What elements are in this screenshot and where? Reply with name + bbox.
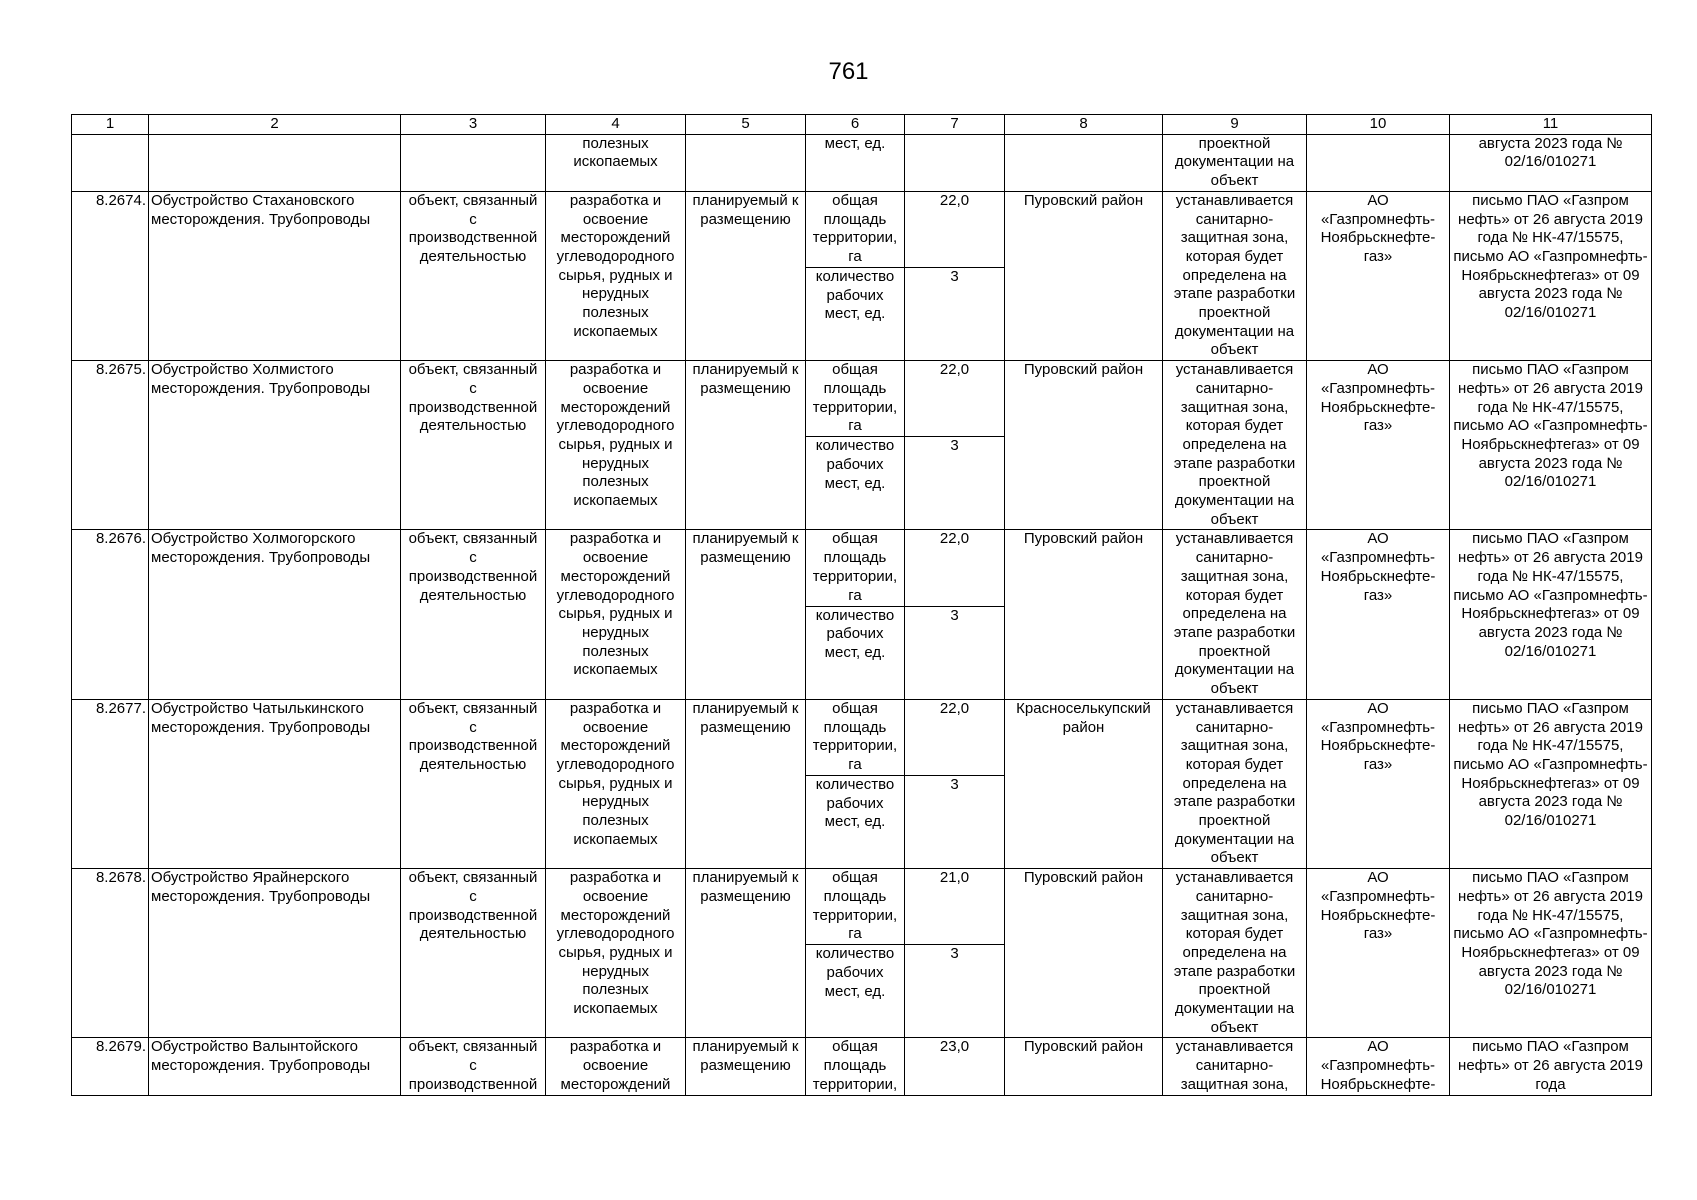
cell-param-value: 23,0 [905, 1038, 1005, 1095]
cell-location: Красноселькупский район [1005, 699, 1163, 868]
column-number-row [72, 115, 1652, 135]
cell-name: Обустройство Валынтойского месторождения. Трубопроводы [149, 1038, 401, 1095]
cell-param-value: 3 [905, 606, 1005, 699]
column-number: 9 [1163, 115, 1307, 135]
cell-source: письмо ПАО «Газпром нефть» от 26 августа 2019 года № НК-47/15575, письмо АО «Газпромнефть-Ноябрьскнефтегаз» от 09 августа 2023 года № 02/16/010271 [1450, 530, 1652, 699]
cell-name: Обустройство Холмистого месторождения. Трубопроводы [149, 361, 401, 530]
cell-purpose: разработка и освоение месторождений [546, 1038, 686, 1095]
cell-zone: устанавливается санитарно-защитная зона, которая будет определена на этапе разработки проектной документации на объект [1163, 191, 1307, 360]
column-number: 2 [149, 115, 401, 135]
cell-purpose: полезных ископаемых [546, 134, 686, 191]
cell-empty [401, 134, 546, 191]
continuation-row [72, 134, 1652, 191]
cell-status: планируемый к размещению [686, 361, 806, 530]
cell-zone: устанавливается санитарно-защитная зона, которая будет определена на этапе разработки проектной документации на объект [1163, 699, 1307, 868]
cell-owner: АО «Газпромнефть-Ноябрьскнефте-газ» [1307, 191, 1450, 360]
cell-param-label: мест, ед. [806, 134, 905, 191]
cell-location: Пуровский район [1005, 191, 1163, 360]
table-row [72, 869, 1652, 945]
cell-owner: АО «Газпромнефть-Ноябрьскнефте-газ» [1307, 530, 1450, 699]
cell-empty [1307, 134, 1450, 191]
cell-empty [905, 134, 1005, 191]
table-row [72, 361, 1652, 437]
cell-owner: АО «Газпромнефть-Ноябрьскнефте-газ» [1307, 869, 1450, 1038]
cell-zone: проектной документации на объект [1163, 134, 1307, 191]
table-row [72, 699, 1652, 775]
column-number: 11 [1450, 115, 1652, 135]
cell-empty [686, 134, 806, 191]
cell-empty [72, 134, 149, 191]
cell-zone: устанавливается санитарно-защитная зона, которая будет определена на этапе разработки проектной документации на объект [1163, 530, 1307, 699]
column-number: 10 [1307, 115, 1450, 135]
table-row [72, 530, 1652, 606]
cell-type: объект, связанный с производственной деятельностью [401, 361, 546, 530]
cell-purpose: разработка и освоение месторождений углеводородного сырья, рудных и нерудных полезных ископаемых [546, 869, 686, 1038]
column-number: 6 [806, 115, 905, 135]
cell-name: Обустройство Холмогорского месторождения. Трубопроводы [149, 530, 401, 699]
cell-owner: АО «Газпромнефть-Ноябрьскнефте-газ» [1307, 699, 1450, 868]
cell-empty [149, 134, 401, 191]
cell-status: планируемый к размещению [686, 869, 806, 1038]
cell-status: планируемый к размещению [686, 699, 806, 868]
cell-source: письмо ПАО «Газпром нефть» от 26 августа 2019 года № НК-47/15575, письмо АО «Газпромнефть-Ноябрьскнефтегаз» от 09 августа 2023 года № 02/16/010271 [1450, 361, 1652, 530]
cell-type: объект, связанный с производственной [401, 1038, 546, 1095]
table-row [72, 191, 1652, 267]
cell-purpose: разработка и освоение месторождений углеводородного сырья, рудных и нерудных полезных ископаемых [546, 361, 686, 530]
cell-name: Обустройство Ярайнерского месторождения. Трубопроводы [149, 869, 401, 1038]
cell-param-label: общая площадь территории, га [806, 191, 905, 267]
cell-source: письмо ПАО «Газпром нефть» от 26 августа 2019 года № НК-47/15575, письмо АО «Газпромнефть-Ноябрьскнефтегаз» от 09 августа 2023 года № 02/16/010271 [1450, 869, 1652, 1038]
cell-param-value: 21,0 [905, 869, 1005, 945]
registry-table [71, 114, 1652, 1096]
cell-param-value: 3 [905, 945, 1005, 1038]
cell-source: письмо ПАО «Газпром нефть» от 26 августа 2019 года № НК-47/15575, письмо АО «Газпромнефть-Ноябрьскнефтегаз» от 09 августа 2023 года № 02/16/010271 [1450, 191, 1652, 360]
cell-name: Обустройство Стахановского месторождения. Трубопроводы [149, 191, 401, 360]
cell-param-value: 22,0 [905, 699, 1005, 775]
table-row [72, 1038, 1652, 1095]
column-number: 1 [72, 115, 149, 135]
cell-type: объект, связанный с производственной деятельностью [401, 869, 546, 1038]
registry-table-last-row [72, 1038, 1652, 1095]
cell-status: планируемый к размещению [686, 1038, 806, 1095]
cell-location: Пуровский район [1005, 869, 1163, 1038]
cell-param-label: общая площадь территории, га [806, 869, 905, 945]
cell-param-label: общая площадь территории, [806, 1038, 905, 1095]
cell-name: Обустройство Чатылькинского месторождения. Трубопроводы [149, 699, 401, 868]
cell-location: Пуровский район [1005, 361, 1163, 530]
cell-status: планируемый к размещению [686, 191, 806, 360]
cell-param-label: общая площадь территории, га [806, 699, 905, 775]
cell-number: 8.2676. [72, 530, 149, 699]
cell-location: Пуровский район [1005, 1038, 1163, 1095]
cell-param-label: количество рабочих мест, ед. [806, 606, 905, 699]
cell-number: 8.2679. [72, 1038, 149, 1095]
column-number: 3 [401, 115, 546, 135]
cell-purpose: разработка и освоение месторождений углеводородного сырья, рудных и нерудных полезных ископаемых [546, 530, 686, 699]
cell-purpose: разработка и освоение месторождений углеводородного сырья, рудных и нерудных полезных ископаемых [546, 191, 686, 360]
cell-param-label: количество рабочих мест, ед. [806, 775, 905, 868]
cell-zone: устанавливается санитарно-защитная зона, которая будет определена на этапе разработки проектной документации на объект [1163, 361, 1307, 530]
cell-source: августа 2023 года № 02/16/010271 [1450, 134, 1652, 191]
cell-number: 8.2674. [72, 191, 149, 360]
column-number: 5 [686, 115, 806, 135]
cell-param-label: количество рабочих мест, ед. [806, 267, 905, 360]
cell-param-label: общая площадь территории, га [806, 361, 905, 437]
cell-type: объект, связанный с производственной деятельностью [401, 699, 546, 868]
cell-param-label: количество рабочих мест, ед. [806, 945, 905, 1038]
column-number: 8 [1005, 115, 1163, 135]
cell-zone: устанавливается санитарно-защитная зона, которая будет определена на этапе разработки проектной документации на объект [1163, 869, 1307, 1038]
cell-param-value: 22,0 [905, 361, 1005, 437]
cell-type: объект, связанный с производственной деятельностью [401, 191, 546, 360]
cell-owner: АО «Газпромнефть-Ноябрьскнефте- [1307, 1038, 1450, 1095]
cell-source: письмо ПАО «Газпром нефть» от 26 августа 2019 года [1450, 1038, 1652, 1095]
cell-location: Пуровский район [1005, 530, 1163, 699]
cell-param-value: 3 [905, 267, 1005, 360]
cell-empty [1005, 134, 1163, 191]
cell-param-label: количество рабочих мест, ед. [806, 437, 905, 530]
column-number: 4 [546, 115, 686, 135]
registry-table-body [72, 115, 1652, 1038]
cell-source: письмо ПАО «Газпром нефть» от 26 августа 2019 года № НК-47/15575, письмо АО «Газпромнефть-Ноябрьскнефтегаз» от 09 августа 2023 года № 02/16/010271 [1450, 699, 1652, 868]
cell-param-label: общая площадь территории, га [806, 530, 905, 606]
cell-number: 8.2678. [72, 869, 149, 1038]
cell-type: объект, связанный с производственной деятельностью [401, 530, 546, 699]
column-number: 7 [905, 115, 1005, 135]
cell-param-value: 22,0 [905, 191, 1005, 267]
cell-param-value: 3 [905, 775, 1005, 868]
cell-number: 8.2677. [72, 699, 149, 868]
cell-number: 8.2675. [72, 361, 149, 530]
cell-owner: АО «Газпромнефть-Ноябрьскнефте-газ» [1307, 361, 1450, 530]
cell-zone: устанавливается санитарно-защитная зона, [1163, 1038, 1307, 1095]
cell-purpose: разработка и освоение месторождений углеводородного сырья, рудных и нерудных полезных ископаемых [546, 699, 686, 868]
cell-status: планируемый к размещению [686, 530, 806, 699]
page-number: 761 [828, 58, 869, 85]
cell-param-value: 3 [905, 437, 1005, 530]
cell-param-value: 22,0 [905, 530, 1005, 606]
